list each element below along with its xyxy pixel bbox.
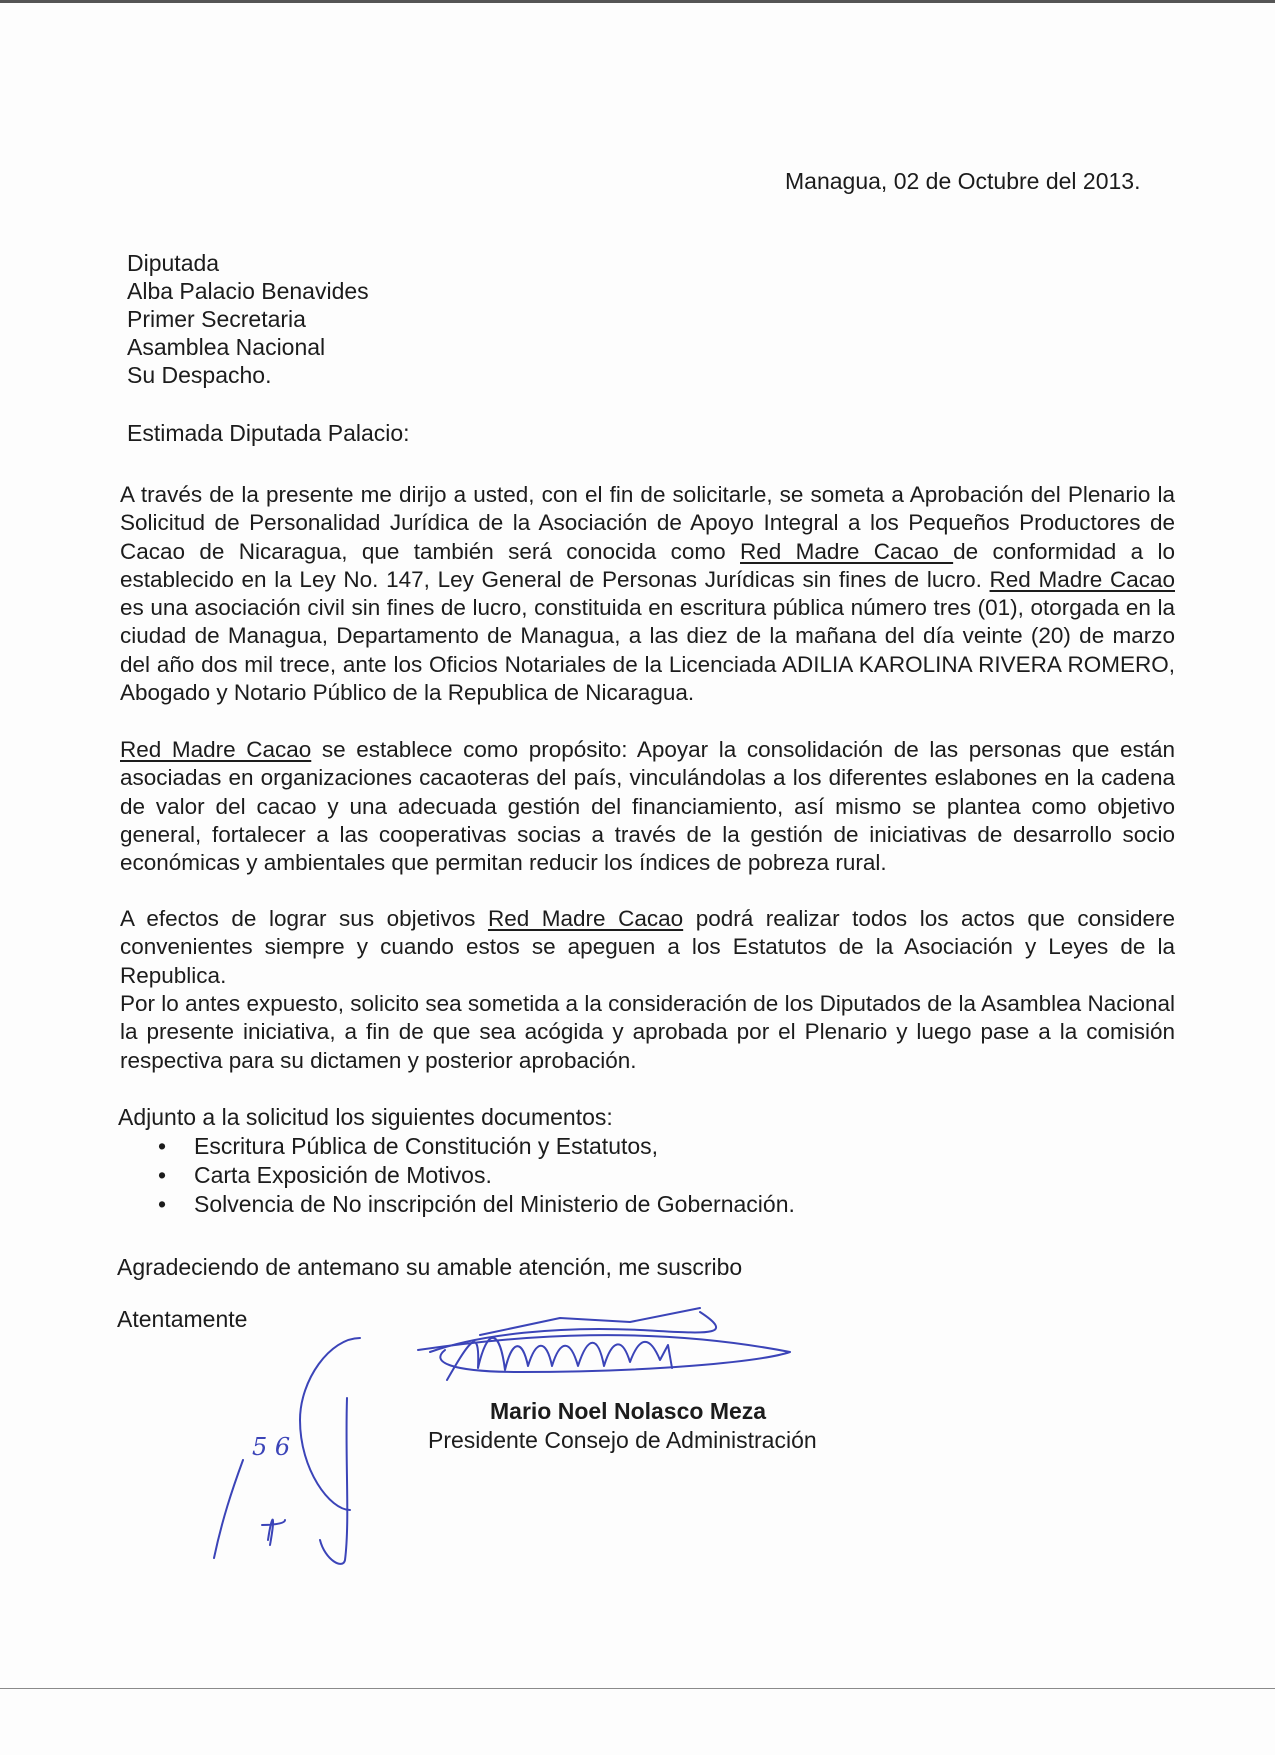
recipient-institution: Asamblea Nacional [127, 334, 326, 360]
body-p1-text-b: de conformidad a lo establecido en la Ley No. 147, Ley General de Personas Jurídicas sin fines de lucro. [120, 538, 1176, 592]
handwritten-note: 5 6 [252, 1433, 291, 1461]
org-name-underlined: Red Madre Cacao [487, 906, 684, 931]
signoff: Atentamente [117, 1306, 248, 1332]
bullet-glyph: • [158, 1133, 167, 1159]
initials-slash [214, 1460, 243, 1558]
closing-line: Agradeciendo de antemano su amable atención, me suscribo [117, 1254, 743, 1280]
body-p3-text-b: podrá realizar todos los actos que considere convenientes siempre y cuando estos se apeguen a los Estatutos de la Asociación y Leyes de la Republica. [120, 906, 1175, 988]
salutation: Estimada Diputada Palacio: [127, 420, 410, 446]
recipient-office: Su Despacho. [127, 362, 272, 388]
attachment-label: Escritura Pública de Constitución y Estatutos, [194, 1133, 659, 1159]
org-name-underlined: Red Madre Cacao [120, 737, 312, 762]
bullet-glyph: • [158, 1191, 167, 1217]
signer-name: Mario Noel Nolasco Meza [490, 1398, 767, 1424]
attachment-label: Solvencia de No inscripción del Ministerio de Gobernación. [194, 1191, 795, 1217]
recipient-position: Primer Secretaria [127, 306, 306, 332]
recipient-name: Alba Palacio Benavides [127, 278, 369, 304]
letter-date: Managua, 02 de Octubre del 2013. [785, 168, 1141, 194]
attachment-label: Carta Exposición de Motivos. [194, 1162, 492, 1188]
signature-scrawl [447, 1338, 672, 1380]
initials-loop [300, 1338, 360, 1510]
initials-stem [320, 1398, 347, 1564]
org-name-underlined: Red Madre Cacao [740, 538, 954, 564]
body-p3-text-a: A efectos de lograr sus objetivos [120, 906, 488, 931]
org-name-underlined: Red Madre Cacao [989, 566, 1175, 592]
body-p1-text-a: A través de la presente me dirijo a usted, con el fin de solicitarle, se someta a Aprobación del Plenario la Solicitud de Personalidad Jurídica de la Asociación de Apoyo Integral a los Pequeños Productores de Cacao de Nicaragua, que también será conocida como [120, 482, 1175, 564]
signer-title: Presidente Consejo de Administración [428, 1427, 817, 1453]
bullet-glyph: • [158, 1162, 167, 1188]
body-p2-text: se establece como propósito: Apoyar la consolidación de las personas que están asociadas en organizaciones cacaoteras del país, vinculándolas a los diferentes eslabones en la cadena de valor del cacao y una adecuada gestión del financiamiento, así mismo se plantea como objetivo general, fortalecer a las cooperativas socias a través de la gestión de iniciativas de desarrollo socio económicas y ambientales que permitan reducir los índices de pobreza rural. [120, 737, 1176, 876]
scan-bottom-rule [0, 1688, 1275, 1689]
body-paragraph-4: Por lo antes expuesto, solicito sea sometida a la consideración de los Diputados de la Asamblea Nacional la presente iniciativa, a fin de que sea acógida y aprobada por el Plenario y luego pase a la comisión respectiva para su dictamen y posterior aprobación. [120, 991, 1175, 1073]
initials-mark [262, 1520, 285, 1545]
attachments-intro: Adjunto a la solicitud los siguientes documentos: [118, 1104, 613, 1130]
body-p1-text-c: es una asociación civil sin fines de lucro, constituida en escritura pública número tres (01), otorgada en la ciudad de Managua, Departamento de Managua, a las diez de la mañana del día veinte (20) de marzo del año dos mil trece, ante los Oficios Notariales de la Licenciada ADILIA KAROLINA RIVERA ROMERO, Abogado y Notario Público de la Republica de Nicaragua. [120, 595, 1175, 706]
recipient-title: Diputada [127, 250, 220, 276]
